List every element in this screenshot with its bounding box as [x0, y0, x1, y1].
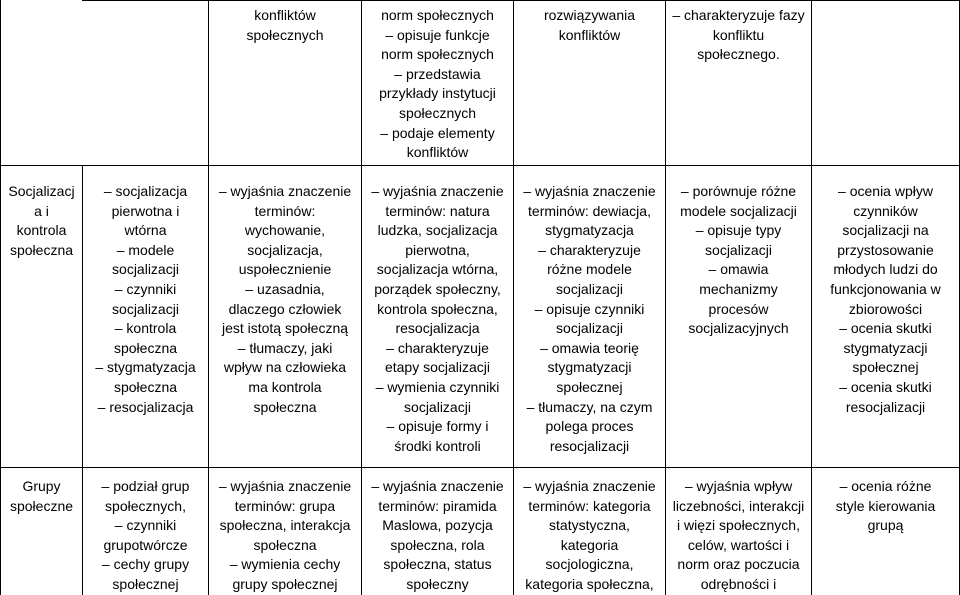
cell-text: kategoria — [560, 536, 619, 553]
cell-text: wpływ na człowieka — [223, 359, 347, 376]
cell-text: stygmatyzacji — [547, 359, 632, 376]
cell-text: – socjalizacja — [103, 183, 188, 199]
cell-text: resocjalizacja — [395, 320, 480, 337]
cell-text: socjalizacji — [112, 261, 179, 278]
cell-level6-grupy — [812, 477, 959, 536]
cell-text: wychowanie, — [244, 222, 326, 239]
cell-text: wtórna — [124, 222, 167, 239]
cell-text: a i — [34, 202, 49, 219]
cell-text: kategoria społeczna, — [525, 575, 654, 592]
cell-text: resocjalizacji — [845, 398, 926, 415]
cell-text: style kierowania — [835, 497, 936, 514]
cell-text: przystosowanie — [837, 241, 934, 258]
cell-text: socjalizacyjnych — [688, 320, 789, 337]
cell-text: statystyczna, — [549, 517, 630, 534]
cell-text: – opisuje typy — [695, 222, 782, 239]
cell-level6-socjalizacja — [812, 182, 959, 417]
cell-topic-grupy — [1, 477, 82, 516]
cell-text: socjologiczna, — [545, 556, 634, 573]
cell-text: młodych ludzi do — [833, 261, 938, 278]
cell-level4-grupy — [514, 477, 665, 595]
cell-text: – stygmatyzacja — [95, 359, 196, 376]
cell-text: – ocenia różne — [839, 478, 932, 494]
cell-text: – wyjaśnia znaczenie — [523, 478, 656, 494]
cell-continuation-col3 — [209, 6, 361, 45]
cell-level5-grupy — [666, 477, 811, 595]
cell-text: społecznej — [852, 359, 919, 376]
cell-text: terminów: — [254, 202, 316, 219]
cell-text: liczebności, interakcji — [672, 497, 805, 514]
cell-text: funkcjonowania w — [830, 280, 941, 297]
cell-text: – przedstawia — [394, 65, 481, 82]
cell-text: społecznego. — [697, 46, 780, 63]
cell-content-socjalizacja — [83, 182, 208, 417]
cell-text: terminów: natura — [385, 202, 490, 219]
cell-text: modele socjalizacji — [680, 202, 797, 219]
cell-text: norm oraz poczucia — [677, 556, 800, 573]
cell-text: kontrola społeczna, — [377, 300, 498, 317]
cell-text: terminów: kategoria — [528, 497, 651, 514]
cell-text: społecznych — [246, 26, 324, 43]
cell-text: – ocenia wpływ — [838, 183, 933, 199]
cell-text: społeczne — [9, 497, 74, 514]
cell-text: procesów — [708, 300, 769, 317]
cell-text: – wyjaśnia wpływ — [684, 478, 793, 494]
cell-text: stygmatyzacji — [843, 339, 928, 356]
cell-text: celów, wartości i — [687, 536, 790, 553]
cell-text: socjalizacji — [556, 280, 623, 297]
cell-text: społeczna — [113, 339, 178, 356]
cell-text: społecznych, — [105, 497, 186, 514]
cell-continuation-col6 — [666, 6, 811, 65]
cell-text: – charakteryzuje — [386, 339, 489, 356]
cell-text: socjalizacja, — [247, 241, 323, 258]
cell-text: norm społecznych — [381, 7, 494, 23]
cell-text: – charakteryzuje — [538, 241, 641, 258]
cell-text: ma kontrola — [248, 378, 322, 395]
cell-text: – tłumaczy, jaki — [237, 339, 333, 356]
cell-text: – wyjaśnia znaczenie — [218, 183, 352, 199]
cell-text: – opisuje czynniki — [534, 300, 645, 317]
cell-text: konfliktów — [406, 144, 469, 161]
cell-text: – wymienia czynniki — [375, 378, 500, 395]
cell-text: – cechy grupy — [101, 556, 190, 573]
cell-text: – modele — [116, 241, 175, 258]
cell-text: – resocjalizacja — [97, 398, 194, 415]
cell-text: terminów: piramida — [378, 497, 497, 514]
cell-text: ludzka, socjalizacja — [377, 222, 498, 239]
cell-text: terminów: grupa — [234, 497, 336, 514]
cell-text: konfliktów — [558, 26, 621, 43]
cell-text: różne modele — [547, 261, 632, 278]
cell-continuation-col4 — [362, 6, 513, 163]
cell-text: – czynniki — [114, 517, 177, 534]
cell-text: polega proces — [545, 418, 634, 435]
row-divider — [0, 165, 960, 166]
cell-text: społeczny — [406, 575, 469, 592]
cell-text: przykłady instytucji — [379, 85, 496, 102]
cell-text: odrębności i — [700, 575, 777, 592]
cell-text: socjalizacji — [404, 398, 471, 415]
cell-text: – tłumaczy, na czym — [526, 398, 653, 415]
cell-text: – podział grup — [101, 478, 190, 494]
cell-text: – ocenia skutki — [839, 320, 932, 337]
cell-text: stygmatyzacja — [545, 222, 634, 239]
cell-text: Grupy — [22, 478, 61, 494]
row-divider — [82, 0, 959, 1]
cell-text: konfliktu — [712, 26, 765, 43]
cell-text: zbiorowości — [848, 300, 923, 317]
cell-text: kontrola — [16, 222, 67, 239]
cell-text: terminów: dewiacja, — [528, 202, 651, 219]
row-divider — [0, 467, 960, 468]
cell-text: – wymienia cechy — [229, 556, 341, 573]
cell-text: społeczna, interakcja — [219, 517, 351, 534]
cell-text: społeczna — [113, 378, 178, 395]
cell-content-grupy — [83, 477, 208, 595]
cell-text: porządek społeczny, — [374, 280, 501, 297]
cell-text: czynników — [853, 202, 918, 219]
cell-text: grupotwórcze — [103, 536, 188, 553]
cell-text: – porównuje różne — [680, 183, 797, 199]
cell-text: – omawia — [708, 261, 769, 278]
cell-text: społecznych — [398, 104, 477, 121]
cell-text: społecznej — [112, 575, 179, 592]
cell-text: socjalizacja wtórna, — [376, 261, 499, 278]
cell-level3-socjalizacja — [362, 182, 513, 456]
cell-text: jest istotą społeczną — [221, 320, 349, 337]
cell-continuation-col5 — [514, 6, 665, 45]
cell-text: społeczna — [253, 536, 317, 553]
cell-text: społeczna — [253, 398, 317, 415]
cell-level5-socjalizacja — [666, 182, 811, 339]
cell-text: – wyjaśnia znaczenie — [523, 183, 656, 199]
cell-text: – opisuje formy i — [386, 418, 489, 435]
cell-level2-socjalizacja — [209, 182, 361, 417]
cell-text: – kontrola — [114, 320, 177, 337]
cell-text: socjalizacji na — [842, 222, 929, 239]
cell-text: uspołecznienie — [238, 261, 332, 278]
cell-level4-socjalizacja — [514, 182, 665, 456]
cell-text: społeczna, rola — [390, 536, 485, 553]
cell-text: socjalizacji — [705, 241, 772, 258]
cell-text: rozwiązywania — [543, 7, 636, 23]
cell-text: społecznej — [556, 378, 623, 395]
cell-text: Socjalizacj — [8, 183, 75, 199]
cell-text: mechanizmy — [699, 280, 778, 297]
cell-text: etapy socjalizacji — [384, 359, 491, 376]
cell-text: konfliktów — [254, 7, 316, 23]
cell-text: – uzasadnia, — [245, 280, 325, 297]
cell-text: społeczna, status — [383, 556, 492, 573]
cell-text: i więzi społecznych, — [677, 517, 800, 534]
cell-text: socjalizacji — [112, 300, 179, 317]
cell-text: – charakteryzuje fazy — [672, 7, 805, 23]
cell-text: społeczna — [9, 241, 74, 258]
cell-text: pierwotna i — [111, 202, 180, 219]
cell-level3-grupy — [362, 477, 513, 595]
cell-text: – omawia teorię — [540, 339, 639, 356]
cell-text: resocjalizacji — [549, 437, 630, 454]
cell-text: – podaje elementy — [380, 124, 495, 141]
cell-text: – wyjaśnia znaczenie — [371, 478, 504, 494]
cell-text: grupą — [867, 517, 904, 534]
cell-text: socjalizacji — [556, 320, 623, 337]
cell-text: środki kontroli — [394, 437, 481, 454]
cell-text: Maslowa, pozycja — [382, 517, 493, 534]
cell-text: grupy społecznej — [232, 575, 338, 592]
cell-text: – ocenia skutki — [839, 378, 932, 395]
cell-text: norm społecznych — [381, 46, 494, 63]
cell-text: – wyjaśnia znaczenie — [371, 183, 504, 199]
cell-text: – opisuje funkcje — [385, 26, 490, 43]
cell-level2-grupy — [209, 477, 361, 595]
cell-text: dlaczego człowiek — [228, 300, 342, 317]
cell-text: – wyjaśnia znaczenie — [218, 478, 352, 494]
cell-topic-socjalizacja — [1, 182, 82, 260]
cell-text: pierwotna, — [405, 241, 470, 258]
cell-text: – czynniki — [114, 280, 177, 297]
